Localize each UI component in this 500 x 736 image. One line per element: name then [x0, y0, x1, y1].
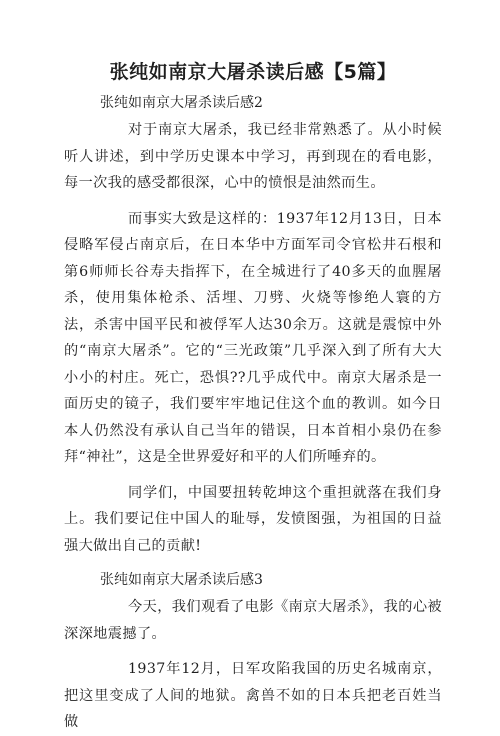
section3-paragraph-2: 1937年12月，日军攻陷我国的历史名城南京，把这里变成了人间的地狱。禽兽不如的日本兵把老百姓当做: [64, 661, 442, 730]
document-title: 张纯如南京大屠杀读后感【5篇】: [109, 61, 397, 83]
section3-paragraph-1: 今天，我们观看了电影《南京大屠杀》，我的心被深深地震撼了。: [64, 599, 442, 642]
section2-paragraph-2: 而事实大致是这样的：1937年12月13日，日本侵略军侵占南京后，在日本华中方面军司令官松井石根和第6师师长谷寿夫指挥下，在全城进行了40多天的血腥屠杀，使用集体枪杀、活埋、刀劈、火烧等惨绝人寰的方法，杀害中国平民和被俘军人达30余万。这就是震惊中外的“南京大屠杀”。它的“三光政策”几乎深入到了所有大大小小的村庄。死亡，恐惧??几乎成代中。南京大屠杀是一面历史的镜子，我们要牢牢地记住这个血的教训。如今日本人仍然没有承认自己当年的错误，日本首相小泉仍在参拜“神社”，这是全世界爱好和平的人们所唾弃的。: [64, 210, 442, 465]
section2-paragraph-1: 对于南京大屠杀，我已经非常熟悉了。从小时候听人讲述，到中学历史课本中学习，再到现在的看电影，每一次我的感受都很深，心中的愤恨是油然而生。: [64, 122, 442, 191]
section-heading-3: 张纯如南京大屠杀读后感3: [100, 572, 263, 588]
section2-paragraph-3: 同学们，中国要扭转乾坤这个重担就落在我们身上。我们要记住中国人的耻辱，发愤图强，为祖国的日益强大做出自己的贡献!: [64, 484, 442, 554]
section-heading-2: 张纯如南京大屠杀读后感2: [100, 95, 263, 111]
